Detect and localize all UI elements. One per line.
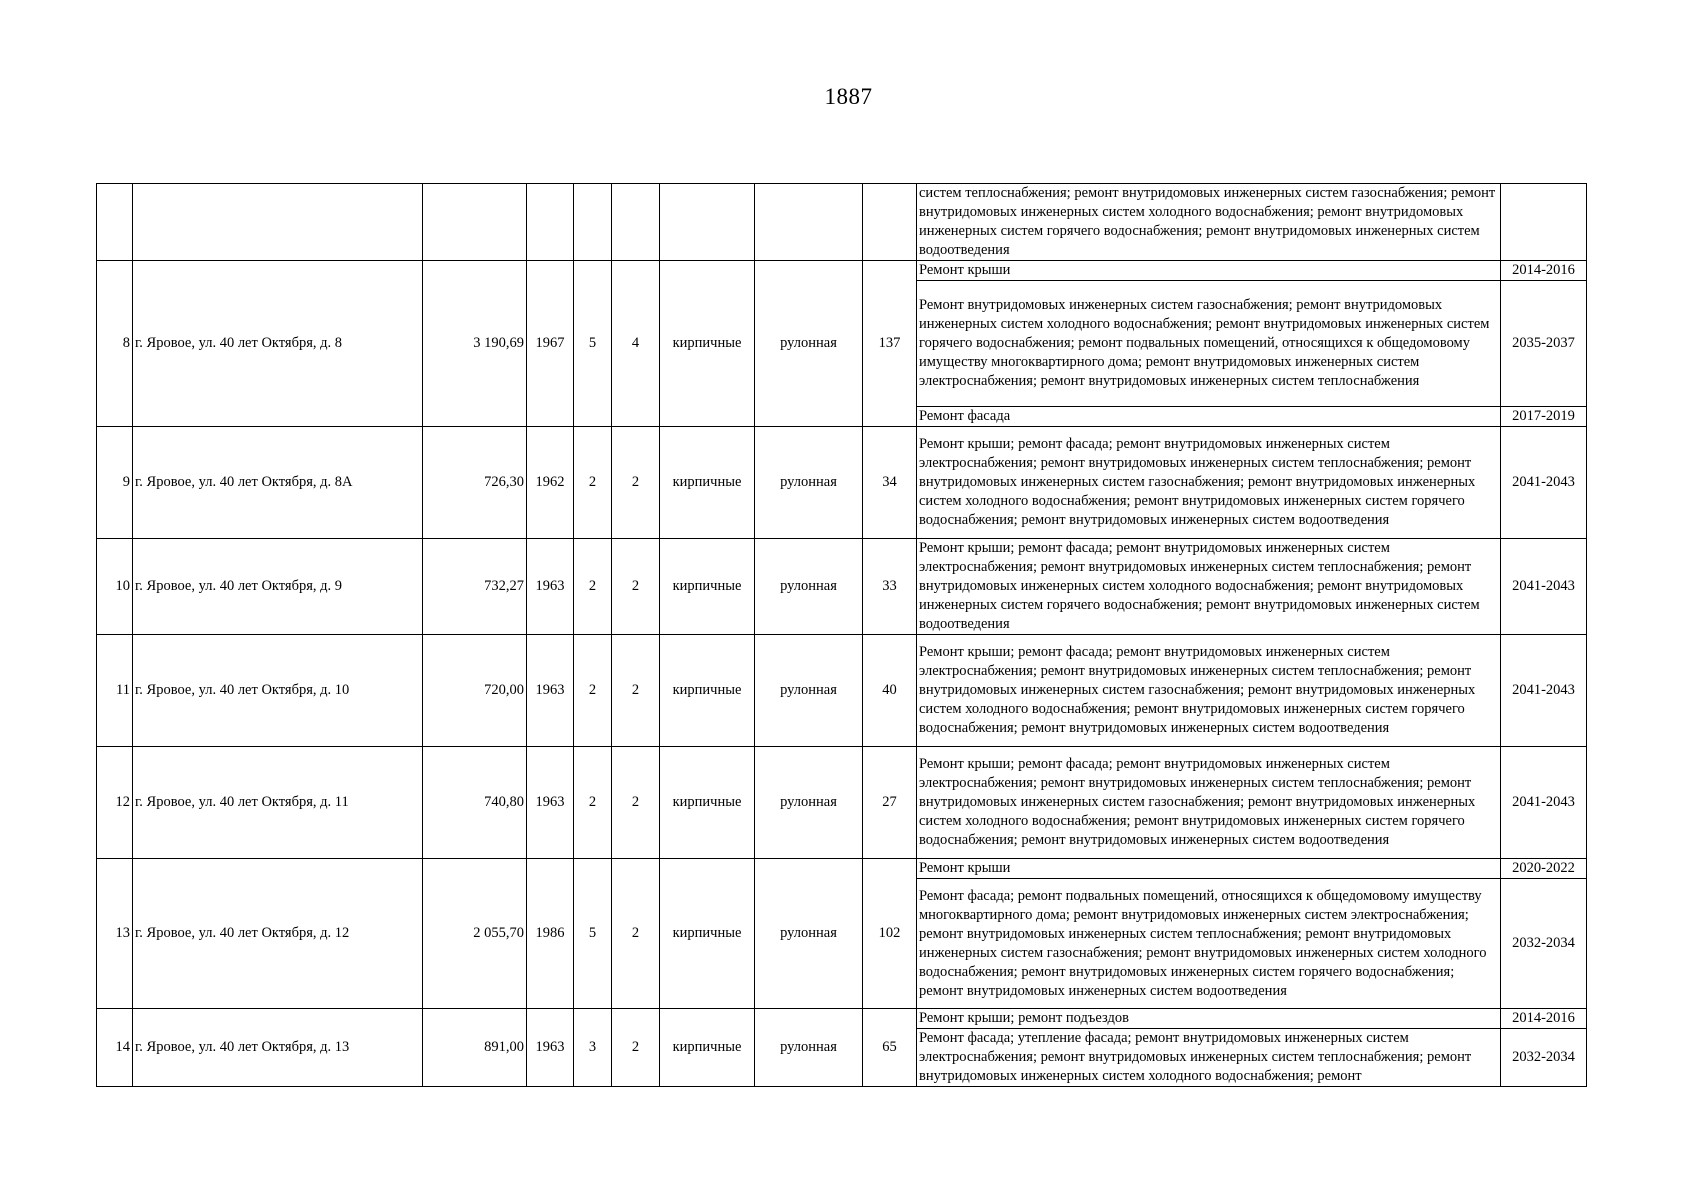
cell-entrances: 2 — [612, 539, 660, 635]
cell-roof: рулонная — [755, 261, 863, 427]
cell-works: Ремонт фасада; утепление фасада; ремонт внутридомовых инженерных систем электроснабжения; ремонт внутридомовых инженерных систем теплоснабжения; ремонт внутридомовых инженерных систем холодного водоснабжения; ремонт — [917, 1029, 1501, 1087]
cell-floors: 2 — [574, 539, 612, 635]
table-row — [97, 539, 1587, 635]
cell-num — [97, 184, 133, 261]
cell-works: Ремонт крыши — [917, 261, 1501, 281]
cell-num: 10 — [97, 539, 133, 635]
table-body — [97, 261, 1587, 1087]
cell-works: Ремонт фасада; ремонт подвальных помещений, относящихся к общедомовому имуществу многоквартирного дома; ремонт внутридомовых инженерных систем электроснабжения; ремонт внутридомовых инженерных систем теплоснабжения; ремонт внутридомовых инженерных систем газоснабжения; ремонт внутридомовых инженерных систем холодного водоснабжения; ремонт внутридомовых инженерных систем горячего водоснабжения; ремонт внутридомовых инженерных систем водоотведения — [917, 879, 1501, 1009]
cell-area: 720,00 — [423, 635, 527, 747]
table-row — [97, 261, 1587, 281]
cell-address: г. Яровое, ул. 40 лет Октября, д. 13 — [133, 1009, 423, 1087]
cell-address: г. Яровое, ул. 40 лет Октября, д. 9 — [133, 539, 423, 635]
cell-works: Ремонт фасада — [917, 407, 1501, 427]
cell-entrances: 4 — [612, 261, 660, 427]
cell-entrances: 2 — [612, 747, 660, 859]
cell-year: 1963 — [527, 539, 574, 635]
cell-walls: кирпичные — [660, 1009, 755, 1087]
cell-works: Ремонт крыши; ремонт подъездов — [917, 1009, 1501, 1029]
cell-residents: 27 — [863, 747, 917, 859]
housing-repair-table — [96, 183, 1587, 1087]
cell-period: 2017-2019 — [1501, 407, 1587, 427]
cell-period: 2014-2016 — [1501, 1009, 1587, 1029]
cell-floors: 5 — [574, 261, 612, 427]
cell-num: 12 — [97, 747, 133, 859]
cell-num: 8 — [97, 261, 133, 427]
cell-period: 2041-2043 — [1501, 539, 1587, 635]
cell-residents: 137 — [863, 261, 917, 427]
cell-roof: рулонная — [755, 539, 863, 635]
cell-entrances: 2 — [612, 859, 660, 1009]
cell-works: систем теплоснабжения; ремонт внутридомовых инженерных систем газоснабжения; ремонт внутридомовых инженерных систем холодного водоснабжения; ремонт внутридомовых инженерных систем горячего водоснабжения; ремонт внутридомовых инженерных систем водоотведения — [917, 184, 1501, 261]
cell-period: 2020-2022 — [1501, 859, 1587, 879]
cell-year: 1963 — [527, 747, 574, 859]
cell-period — [1501, 184, 1587, 261]
cell-year: 1963 — [527, 1009, 574, 1087]
cell-area: 732,27 — [423, 539, 527, 635]
cell-period: 2041-2043 — [1501, 427, 1587, 539]
cell-year: 1963 — [527, 635, 574, 747]
cell-entrances: 2 — [612, 1009, 660, 1087]
cell-works: Ремонт крыши — [917, 859, 1501, 879]
cell-works: Ремонт крыши; ремонт фасада; ремонт внутридомовых инженерных систем электроснабжения; ремонт внутридомовых инженерных систем теплоснабжения; ремонт внутридомовых инженерных систем газоснабжения; ремонт внутридомовых инженерных систем холодного водоснабжения; ремонт внутридомовых инженерных систем горячего водоснабжения; ремонт внутридомовых инженерных систем водоотведения — [917, 747, 1501, 859]
cell-residents: 102 — [863, 859, 917, 1009]
cell-year: 1967 — [527, 261, 574, 427]
table-row — [97, 859, 1587, 879]
cell-entrances — [612, 184, 660, 261]
cell-roof: рулонная — [755, 747, 863, 859]
cell-num: 11 — [97, 635, 133, 747]
cell-residents — [863, 184, 917, 261]
cell-area: 740,80 — [423, 747, 527, 859]
cell-walls: кирпичные — [660, 539, 755, 635]
cell-entrances: 2 — [612, 635, 660, 747]
cell-residents: 33 — [863, 539, 917, 635]
cell-period: 2041-2043 — [1501, 635, 1587, 747]
cell-works: Ремонт крыши; ремонт фасада; ремонт внутридомовых инженерных систем электроснабжения; ремонт внутридомовых инженерных систем теплоснабжения; ремонт внутридомовых инженерных систем газоснабжения; ремонт внутридомовых инженерных систем холодного водоснабжения; ремонт внутридомовых инженерных систем горячего водоснабжения; ремонт внутридомовых инженерных систем водоотведения — [917, 427, 1501, 539]
cell-address: г. Яровое, ул. 40 лет Октября, д. 10 — [133, 635, 423, 747]
cell-area: 3 190,69 — [423, 261, 527, 427]
cell-area: 726,30 — [423, 427, 527, 539]
cell-address: г. Яровое, ул. 40 лет Октября, д. 11 — [133, 747, 423, 859]
cell-roof: рулонная — [755, 1009, 863, 1087]
cell-residents: 40 — [863, 635, 917, 747]
cell-floors: 3 — [574, 1009, 612, 1087]
cell-works: Ремонт крыши; ремонт фасада; ремонт внутридомовых инженерных систем электроснабжения; ремонт внутридомовых инженерных систем теплоснабжения; ремонт внутридомовых инженерных систем холодного водоснабжения; ремонт внутридомовых инженерных систем горячего водоснабжения; ремонт внутридомовых инженерных систем водоотведения — [917, 539, 1501, 635]
cell-period: 2032-2034 — [1501, 879, 1587, 1009]
continuation-row — [97, 184, 1587, 261]
cell-roof: рулонная — [755, 427, 863, 539]
cell-area: 891,00 — [423, 1009, 527, 1087]
cell-walls: кирпичные — [660, 859, 755, 1009]
cell-num: 13 — [97, 859, 133, 1009]
cell-year: 1962 — [527, 427, 574, 539]
cell-walls: кирпичные — [660, 635, 755, 747]
cell-floors — [574, 184, 612, 261]
cell-residents: 65 — [863, 1009, 917, 1087]
table-row — [97, 427, 1587, 539]
cell-walls: кирпичные — [660, 427, 755, 539]
cell-roof: рулонная — [755, 635, 863, 747]
cell-roof — [755, 184, 863, 261]
cell-period: 2032-2034 — [1501, 1029, 1587, 1087]
cell-walls — [660, 184, 755, 261]
cell-address: г. Яровое, ул. 40 лет Октября, д. 12 — [133, 859, 423, 1009]
cell-floors: 2 — [574, 635, 612, 747]
table-row — [97, 747, 1587, 859]
cell-address: г. Яровое, ул. 40 лет Октября, д. 8 — [133, 261, 423, 427]
cell-floors: 2 — [574, 747, 612, 859]
cell-works: Ремонт крыши; ремонт фасада; ремонт внутридомовых инженерных систем электроснабжения; ремонт внутридомовых инженерных систем теплоснабжения; ремонт внутридомовых инженерных систем газоснабжения; ремонт внутридомовых инженерных систем холодного водоснабжения; ремонт внутридомовых инженерных систем горячего водоснабжения; ремонт внутридомовых инженерных систем водоотведения — [917, 635, 1501, 747]
cell-residents: 34 — [863, 427, 917, 539]
cell-floors: 5 — [574, 859, 612, 1009]
cell-period: 2041-2043 — [1501, 747, 1587, 859]
cell-roof: рулонная — [755, 859, 863, 1009]
cell-year: 1986 — [527, 859, 574, 1009]
cell-floors: 2 — [574, 427, 612, 539]
cell-area: 2 055,70 — [423, 859, 527, 1009]
cell-num: 14 — [97, 1009, 133, 1087]
cell-num: 9 — [97, 427, 133, 539]
cell-period: 2014-2016 — [1501, 261, 1587, 281]
cell-year — [527, 184, 574, 261]
cell-address — [133, 184, 423, 261]
table-row — [97, 1009, 1587, 1029]
cell-walls: кирпичные — [660, 261, 755, 427]
page-number: 1887 — [824, 84, 873, 109]
cell-walls: кирпичные — [660, 747, 755, 859]
table-row — [97, 635, 1587, 747]
cell-address: г. Яровое, ул. 40 лет Октября, д. 8А — [133, 427, 423, 539]
cell-area — [423, 184, 527, 261]
cell-entrances: 2 — [612, 427, 660, 539]
cell-period: 2035-2037 — [1501, 281, 1587, 407]
cell-works: Ремонт внутридомовых инженерных систем газоснабжения; ремонт внутридомовых инженерных систем холодного водоснабжения; ремонт внутридомовых инженерных систем горячего водоснабжения; ремонт подвальных помещений, относящихся к общедомовому имуществу многоквартирного дома; ремонт внутридомовых инженерных систем электроснабжения; ремонт внутридомовых инженерных систем теплоснабжения — [917, 281, 1501, 407]
